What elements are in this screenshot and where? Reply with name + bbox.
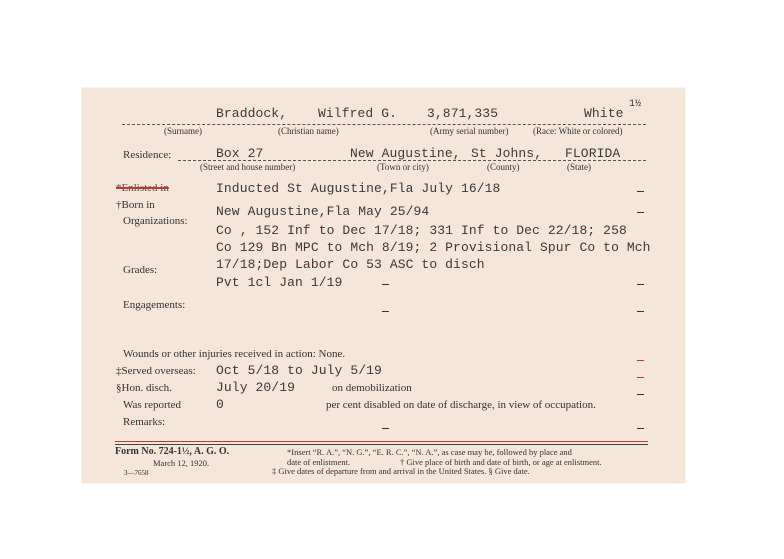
- engagements-label: Engagements:: [123, 299, 186, 311]
- enlisted-value: Inducted St Augustine,Fla July 16/18: [216, 181, 501, 196]
- state-label: (State): [567, 162, 591, 172]
- reported-suffix: per cent disabled on date of discharge, in view of occupation.: [326, 399, 596, 411]
- footnote-birth: † Give place of birth and date of birth, or age at enlistment.: [400, 457, 602, 467]
- organizations-line-1: Co , 152 Inf to Dec 17/18; 331 Inf to Dec 22/18; 258: [216, 223, 627, 238]
- residence-label: Residence:: [123, 149, 172, 161]
- hon-disch-label: §Hon. disch.: [116, 382, 172, 394]
- remarks-tick: [382, 428, 389, 429]
- footnote-dates: ‡ Give dates of departure from and arrival in the United States. § Give date.: [272, 466, 530, 476]
- served-overseas-label: ‡Served overseas:: [116, 365, 196, 377]
- wounds-tick: [637, 360, 644, 361]
- grades-tick: [382, 284, 389, 285]
- service-record-card: [82, 88, 685, 483]
- engagements-end-tick: [637, 311, 644, 312]
- serial-label: (Army serial number): [430, 126, 509, 136]
- served-overseas-value: Oct 5/18 to July 5/19: [216, 363, 382, 378]
- form-code: 3—7658: [124, 469, 149, 477]
- residence-town-value: New Augustine,: [350, 146, 461, 161]
- grades-end-tick: [637, 284, 644, 285]
- street-label: (Street and house number): [200, 162, 296, 172]
- hon-disch-value: July 20/19: [216, 380, 296, 395]
- grades-value: Pvt 1cl Jan 1/19: [216, 275, 343, 290]
- engagements-tick: [382, 311, 389, 312]
- form-date: March 12, 1920.: [153, 458, 210, 468]
- residence-state-value: FLORIDA: [565, 146, 621, 161]
- serial-number-value: 3,871,335: [427, 106, 499, 121]
- served-tick: [637, 377, 644, 378]
- race-value: White: [584, 106, 624, 121]
- born-label: †Born in: [116, 199, 155, 211]
- christian-name-value: Wilfred G.: [318, 106, 398, 121]
- organizations-line-2: Co 129 Bn MPC to Mch 8/19; 2 Provisional Spur Co to Mch: [216, 240, 651, 255]
- footer-dark-rule: [115, 444, 648, 445]
- footnote-insert: *Insert “R. A.”, “N. G.”, “E. R. C.”, “N. A.”, as case may be, followed by place and: [287, 447, 572, 457]
- born-value: New Augustine,Fla May 25/94: [216, 204, 430, 219]
- born-tick: [637, 212, 644, 213]
- residence-street-value: Box 27: [216, 146, 264, 161]
- town-label: (Town or city): [377, 162, 429, 172]
- organizations-line-3: 17/18;Dep Labor Co 53 ASC to disch: [216, 257, 485, 272]
- residence-dashed-line: [178, 160, 646, 161]
- christian-name-label: (Christian name): [278, 126, 339, 136]
- remarks-end-tick: [637, 428, 644, 429]
- header-dashed-line: [122, 124, 646, 125]
- residence-county-value: St Johns,: [471, 146, 543, 161]
- hon-tick: [637, 394, 644, 395]
- footer-red-rule: [115, 441, 648, 442]
- fraction-mark: 1½: [629, 99, 642, 110]
- reported-label: Was reported: [123, 399, 182, 411]
- form-number: Form No. 724-1½, A. G. O.: [115, 446, 230, 457]
- wounds-label: Wounds or other injuries received in action: None.: [123, 348, 346, 360]
- surname-value: Braddock,: [216, 106, 288, 121]
- grades-label: Grades:: [123, 264, 158, 276]
- footnote-enlistment: date of enlistment.: [287, 457, 351, 467]
- enlisted-tick: [637, 191, 644, 192]
- hon-disch-suffix: on demobilization: [332, 382, 412, 394]
- county-label: (County): [487, 162, 520, 172]
- race-label: (Race: White or colored): [533, 126, 623, 136]
- surname-label: (Surname): [164, 126, 202, 136]
- enlisted-label: *Enlisted in: [116, 182, 169, 194]
- remarks-label: Remarks:: [123, 416, 166, 428]
- organizations-label: Organizations:: [123, 215, 188, 227]
- reported-value: 0: [216, 397, 224, 412]
